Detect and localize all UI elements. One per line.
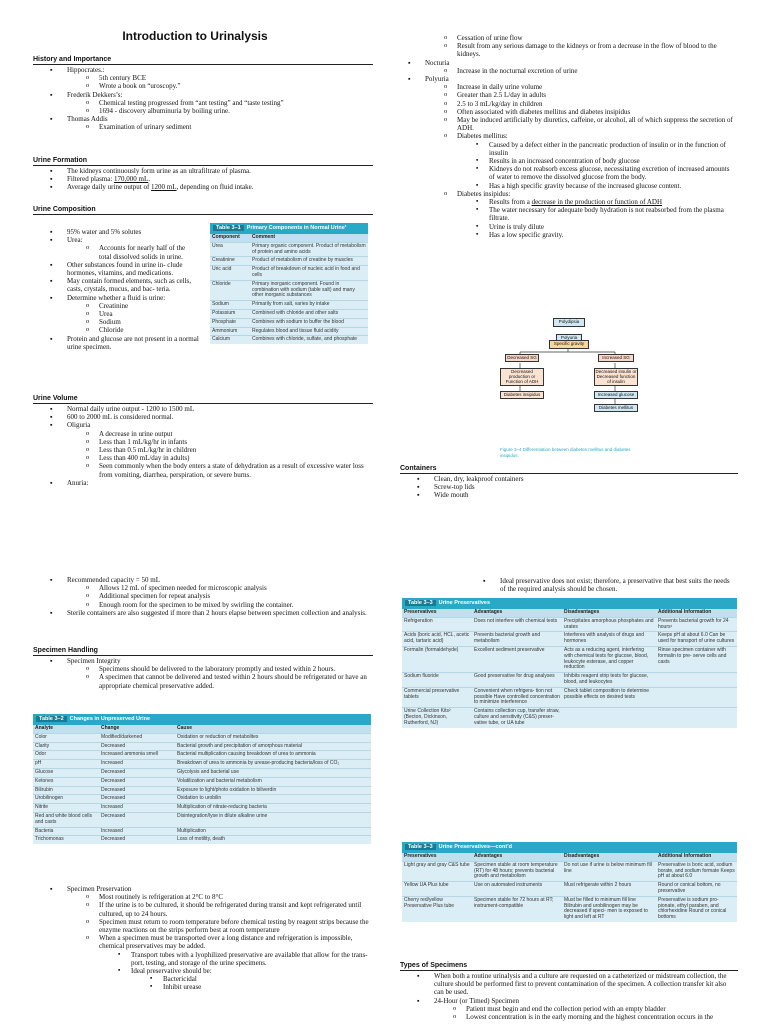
table-cell: Odor — [33, 751, 99, 760]
list-item: ▪ Average daily urine output of 1200 mL, depending on fluid intake. — [67, 183, 367, 191]
flow-box-increased-sg: Increased SG — [598, 354, 634, 362]
list-item: o Most routinely is refrigeration at 2°C to 8°C — [99, 893, 371, 901]
list-item: o Accounts for nearly half of the total dissolved solids in urine. — [99, 244, 199, 260]
table-cell: Prevents bacterial growth for 24 hours¹ — [656, 617, 737, 632]
table-cell: Red and white blood cells and casts — [33, 812, 99, 827]
list-item: o 5th century BCE — [99, 74, 367, 82]
list-item: Urea: — [67, 236, 83, 245]
table-cell: Breakdown of urea to ammonia by urease-producing bacteria/loss of CO₂ — [175, 760, 371, 769]
table-row — [402, 882, 737, 897]
flow-box-diabetes-insipidus: Diabetes insipidus — [500, 391, 544, 399]
table-row — [210, 301, 368, 310]
list-item: ▪ Results from a decrease in the production or function of ADH — [489, 198, 735, 206]
history-list — [67, 66, 367, 132]
column-header: Preservatives — [402, 853, 472, 861]
divider — [33, 214, 373, 215]
divider — [33, 64, 373, 65]
table-cell: Regulates blood and tissue fluid acidity — [250, 327, 368, 336]
list-item: Recommended capacity = 50 mL — [67, 576, 160, 584]
table-cell: Sodium fluoride — [402, 673, 472, 688]
table-cell: Urea — [210, 242, 250, 257]
types-list — [434, 972, 736, 1021]
right-top-list — [425, 34, 735, 239]
table-row — [33, 786, 371, 795]
table-cell: Chloride — [210, 280, 250, 300]
list-item: ▪ Sterile containers are also suggested if more than 2 hours elapse between specimen collection and analysis. — [67, 609, 371, 617]
volume-heading: Urine Volume — [33, 395, 78, 402]
table-row — [210, 318, 368, 327]
flow-box-polyuria: Polyuria — [556, 334, 582, 343]
list-item: ▪ The water necessary for adequate body hydration is not reabsorbed from the plasma filtrate. — [489, 206, 735, 222]
table-cell: pH — [33, 760, 99, 769]
divider — [400, 473, 738, 474]
list-item: Determine whether a fluid is urine: — [67, 293, 166, 302]
table-cell: Preservative is sodium pro- pionate, ethyl paraben, and chlorhexidine Round or conical bottoms — [656, 896, 737, 922]
table-row — [33, 751, 371, 760]
table-cell: Decreased — [99, 795, 175, 804]
column-header: Disadvantages — [562, 609, 656, 617]
table-row — [33, 742, 371, 751]
table-cell: Combines with sodium to buffer the blood — [250, 318, 368, 327]
list-item: ▪ Transport tubes with a lyophilized preservative are available that allow for the trans- port, testing, and storage of the urine specimens. — [131, 951, 371, 967]
list-item: o Specimen must return to room temperature before chemical testing by reagent strips because the enzyme reactions on the strips perform best at room temperature — [99, 918, 371, 934]
column-header: Component — [210, 234, 250, 242]
table-body — [402, 861, 737, 922]
table-cell: Specimen stable at room temperature (RT) for 48 hours; prevents bacterial growth and metabolism — [472, 861, 562, 881]
table-cell: Oxidation or reduction of metabolites — [175, 733, 371, 742]
types-heading: Types of Specimens — [400, 962, 468, 969]
list-item: ▪ Inhibit urease — [163, 983, 371, 991]
list-item: ▪ Has a high specific gravity because of the increased glucose content. — [489, 182, 735, 190]
list-item: o Less than 400 mL/day in adults) — [99, 454, 367, 462]
flow-box-decreased-insulin: Decreased insulin or Decreased function of insulin — [595, 369, 637, 384]
table-cell — [656, 673, 737, 688]
table-number: Table 3–3 — [405, 600, 436, 606]
list-item: o Wrote a book on “uroscopy.” — [99, 82, 367, 90]
table-cell: Contains collection cup, transfer straw, culture and sensitivity (C&S) preser- vative tube, or UA tube — [472, 708, 562, 728]
table-row — [402, 708, 737, 728]
table-cell: Multiplication — [175, 827, 371, 836]
table-cell: Inhibits reagent strip tests for glucose, blood, and leukocytes — [562, 673, 656, 688]
table-cell: Volatilization and bacterial metabolism — [175, 777, 371, 786]
list-item: Ideal preservative should be: — [131, 967, 212, 976]
list-item: Polyuria — [425, 75, 449, 84]
table-row — [210, 266, 368, 281]
table-cell: Acids (boric acid, HCL, acetic acid, tartaric acid) — [402, 632, 472, 647]
list-item: ▪ Has a low specific gravity. — [489, 231, 735, 239]
table-cell: Excellent sediment preservative — [472, 646, 562, 672]
table-cell: Primary organic component. Product of metabolism of protein and amino acids — [250, 242, 368, 257]
table-cell: Oxidation to urobilin — [175, 795, 371, 804]
preservation-list — [67, 885, 371, 992]
formation-heading: Urine Formation — [33, 157, 88, 164]
list-item: ▪ The kidneys continuously form urine as an ultrafiltrate of plasma. — [67, 167, 367, 175]
list-item: ▪ Normal daily urine output - 1200 to 1500 mL — [67, 405, 367, 413]
table-cell: Glycolysis and bacterial use — [175, 768, 371, 777]
list-item: o If the urine is to be cultured, it should be refrigerated during transit and kept refrigerated until cultured, up to 24 hours. — [99, 901, 371, 917]
table-cell: Primarily from salt, varies by intake — [250, 301, 368, 310]
list-item: o Result from any serious damage to the kidneys or from a decrease in the flow of blood to the kidneys. — [457, 42, 735, 58]
list-item: o May be induced artificially by diuretics, caffeine, or alcohol, all of which suppress the secretion of ADH. — [457, 116, 735, 132]
table-caption: Changes in Unpreserved Urine — [69, 716, 151, 722]
table-cell: Bilirubin — [33, 786, 99, 795]
table-number: Table 3–3 — [405, 844, 436, 850]
list-item: Diabetes mellitus: — [457, 132, 508, 141]
table-row — [402, 646, 737, 672]
table-cell: Multiplication of nitrate-reducing bacteria — [175, 804, 371, 813]
table-cell: Prevents bacterial growth and metabolism — [472, 632, 562, 647]
formation-list — [67, 167, 367, 192]
list-item: ▪ Wide mouth — [434, 491, 734, 499]
list-item: ▪ May contain formed elements, such as cells, casts, crystals, mucus, and bac- teria. — [67, 277, 199, 293]
list-item: o Cessation of urine flow — [457, 34, 735, 42]
list-item: Specimen Preservation — [67, 885, 132, 893]
list-item: o Allows 12 mL of specimen needed for microscopic analysis — [99, 584, 371, 592]
table-cell: Sodium — [210, 301, 250, 310]
flow-box-polydipsia: Polydipsia — [553, 318, 585, 327]
column-header: Analyte — [33, 725, 99, 733]
divider — [33, 655, 373, 656]
list-item: ▪ Filtered plasma: 170,000 mL. — [67, 175, 367, 183]
list-item: o Additional specimen for repeat analysis — [99, 592, 371, 600]
column-header: Preservatives — [402, 609, 472, 617]
table-row — [210, 309, 368, 318]
table-row — [402, 673, 737, 688]
list-item: o Chemical testing progressed from “ant testing” and “taste testing” — [99, 99, 367, 107]
table-row — [210, 242, 368, 257]
table-cell: Urine Collection Kits² (Becton, Dickinson, Rutherford, NJ) — [402, 708, 472, 728]
list-item: o A decrease in urine output — [99, 430, 367, 438]
capacity-list — [67, 576, 371, 617]
table-cell: Acts as a reducing agent, interfering with chemical tests for glucose, blood, leukocyte esterase, and copper reduction — [562, 646, 656, 672]
column-header: Advantages — [472, 853, 562, 861]
table-caption: Primary Components in Normal Urine¹ — [246, 225, 347, 231]
table-urine-preservatives-contd — [402, 842, 737, 922]
table-cell: Product of breakdown of nucleic acid in food and cells — [250, 266, 368, 281]
flow-box-specific-gravity: Specific gravity — [549, 340, 589, 349]
table-cell: Yellow UA Plus tube — [402, 882, 472, 897]
list-item: ▪ 600 to 2000 mL is considered normal. — [67, 413, 367, 421]
list-item: o 1694 - discovery albuminuria by boiling urine. — [99, 107, 367, 115]
list-item: o Increase in the nocturnal excretion of urine — [457, 67, 735, 75]
table-cell: Glucose — [33, 768, 99, 777]
table-cell: Primary inorganic component. Found in combination with sodium (table salt) and many other inorganic substances — [250, 280, 368, 300]
table-row — [402, 617, 737, 632]
table-cell: Modified/darkened — [99, 733, 175, 742]
table-cell: Decreased — [99, 786, 175, 795]
list-item: Nocturia — [425, 58, 450, 67]
table-cell: Potassium — [210, 309, 250, 318]
table-row — [33, 768, 371, 777]
table-cell: Ketones — [33, 777, 99, 786]
table-cell: Commercial preservative tablets — [402, 687, 472, 707]
table-cell: Calcium — [210, 336, 250, 344]
table-cell: Decreased — [99, 812, 175, 827]
table-cell: Increased — [99, 827, 175, 836]
list-item: ▪ Anuria: — [67, 479, 367, 487]
table-row — [33, 777, 371, 786]
table-cell: Bacterial multiplication causing breakdown of urea to ammonia — [175, 751, 371, 760]
list-item: o 2.5 to 3 mL/kg/day in children — [457, 100, 735, 108]
column-header: Disadvantages — [562, 853, 656, 861]
column-header: Advantages — [472, 609, 562, 617]
list-item: Specimen Integrity — [67, 657, 121, 665]
table-row — [402, 861, 737, 881]
table-cell: Cherry red/yellow Preservative Plus tube — [402, 896, 472, 922]
flow-box-decreased-sg: Decreased SG — [505, 354, 539, 362]
column-header: Additional Information — [656, 853, 737, 861]
table-cell: Must refrigerate within 2 hours — [562, 882, 656, 897]
list-item: o Less than 1 mL/kg/hr in infants — [99, 438, 367, 446]
list-item: ▪ Screw-top lids — [434, 483, 734, 491]
column-header: Cause — [175, 725, 371, 733]
handling-heading: Specimen Handling — [33, 647, 98, 654]
table-row — [402, 896, 737, 922]
table-cell: Product of metabolism of creatine by muscles — [250, 257, 368, 266]
flow-box-diabetes-mellitus: Diabetes mellitus — [594, 404, 638, 412]
table-body — [210, 242, 368, 344]
table-cell: Exposure to light/photo oxidation to biliverdin — [175, 786, 371, 795]
table-cell: Nitrite — [33, 804, 99, 813]
list-item: Diabetes insipidus: — [457, 189, 511, 198]
table-cell: Refrigeration — [402, 617, 472, 632]
table-cell: Combined with chloride and other salts — [250, 309, 368, 318]
list-item: ▪ Ideal preservative does not exist; therefore, a preservative that best suits the needs of the required analysis should be chosen. — [500, 577, 736, 593]
list-item: o Creatinine — [99, 302, 199, 310]
table-cell: Combines with chloride, sulfate, and phosphate — [250, 336, 368, 344]
list-item: o A specimen that cannot be delivered and tested within 2 hours should be refrigerated or have an appropriate chemical preservative added. — [99, 673, 371, 689]
list-item: o Less than 0.5 mL/kg/hr in children — [99, 446, 367, 454]
column-header: Comment — [250, 234, 368, 242]
table-cell: Use on automated instruments — [472, 882, 562, 897]
table-cell: Rinse specimen container with formalin to pre- serve cells and casts — [656, 646, 737, 672]
list-item: ▪ Kidneys do not reabsorb excess glucose, necessitating excretion of increased amounts of water to remove the dissolved glucose from the body. — [489, 165, 735, 181]
table-cell: Good preservative for drug analyses — [472, 673, 562, 688]
divider — [400, 970, 738, 971]
table-cell: Clarity — [33, 742, 99, 751]
list-item: Oliguria — [67, 421, 91, 430]
table-number: Table 3–2 — [36, 716, 67, 722]
list-item: o Increase in daily urine volume — [457, 83, 735, 91]
column-header: Change — [99, 725, 175, 733]
table-row — [33, 836, 371, 844]
list-item: Frederik Dekkers’s: — [67, 90, 123, 99]
table-row — [33, 795, 371, 804]
table-cell: Bacterial growth and precipitation of amorphous material — [175, 742, 371, 751]
list-item: o Sodium — [99, 318, 199, 326]
containers-list — [434, 475, 734, 500]
table-cell: Decreased — [99, 768, 175, 777]
table-body — [33, 733, 371, 844]
table-cell: Increased — [99, 804, 175, 813]
ideal-preservative-list — [500, 577, 736, 593]
list-item: 24-Hour (or Timed) Specimen — [434, 996, 519, 1005]
table-row — [210, 327, 368, 336]
table-cell: Phosphate — [210, 318, 250, 327]
divider — [33, 403, 373, 404]
table-cell: Keeps pH at about 6.0 Can be used for transport of urine cultures — [656, 632, 737, 647]
flow-box-decreased-adh: Decreased production or Function of ADH — [500, 368, 544, 386]
table-cell: Urobilinogen — [33, 795, 99, 804]
list-item: o Enough room for the specimen to be mixed by swirling the container. — [99, 601, 371, 609]
list-item: ▪ Other substances found in urine in- clude hormones, vitamins, and medications. — [67, 261, 199, 277]
list-item: o Patient must begin and end the collection period with an empty bladder — [466, 1005, 736, 1013]
table-cell: Does not interfere with chemical tests — [472, 617, 562, 632]
composition-heading: Urine Composition — [33, 206, 96, 213]
containers-heading: Containers — [400, 465, 437, 472]
list-item: o Lowest concentration is in the early morning and the highest concentration occurs in the — [466, 1013, 736, 1021]
list-item: o Chloride — [99, 326, 199, 334]
table-cell: Creatinine — [210, 257, 250, 266]
composition-list — [67, 228, 199, 351]
table-cell: Check tablet composition to determine possible effects on desired tests — [562, 687, 656, 707]
table-cell: Increased — [99, 760, 175, 769]
list-item: o Examination of urinary sediment — [99, 123, 367, 131]
table-cell: Decreased — [99, 836, 175, 844]
table-cell: Color — [33, 733, 99, 742]
table-caption: Urine Preservatives — [438, 600, 491, 606]
table-cell — [656, 687, 737, 707]
table-cell: Trichomonas — [33, 836, 99, 844]
table-cell: Round or conical bottom, no preservative — [656, 882, 737, 897]
table-cell: Bacteria — [33, 827, 99, 836]
list-item: ▪ Urine is truly dilute — [489, 223, 735, 231]
table-cell: Formalin (formaldehyde) — [402, 646, 472, 672]
table-cell — [656, 708, 737, 728]
table-cell: Interferes with analysis of drugs and hormones — [562, 632, 656, 647]
list-item: o Seen commonly when the body enters a state of dehydration as a result of excessive water loss from vomiting, diarrhea, perspiration, or severe burns. — [99, 462, 367, 478]
table-cell: Convenient when refrigera- tion not possible Have controlled concentration to minimize interference — [472, 687, 562, 707]
table-cell: Increased ammonia smell — [99, 751, 175, 760]
table-row — [33, 760, 371, 769]
table-cell: Loss of motility, death — [175, 836, 371, 844]
list-item: ▪ When both a routine urinalysis and a culture are requested on a catheterized or midstream collection, the culture should be performed first to prevent contamination of the specimen. A collection transfer kit also can be used. — [434, 972, 736, 997]
table-row — [33, 733, 371, 742]
list-item: ▪ Results in an increased concentration of body glucose — [489, 157, 735, 165]
divider — [33, 165, 373, 166]
table-urine-preservatives — [402, 598, 737, 728]
table-row — [210, 257, 368, 266]
history-heading: History and Importance — [33, 56, 112, 63]
table-number: Table 3–1 — [213, 225, 244, 231]
table-row — [210, 336, 368, 344]
table-caption: Urine Preservatives—cont’d — [438, 844, 513, 850]
figure-caption: Figure 3–4 Differentiation between diabetes mellitus and diabetes insipidus. — [500, 447, 631, 458]
column-header: Additional Information — [656, 609, 737, 617]
list-item: ▪ Protein and glucose are not present in a normal urine specimen. — [67, 335, 199, 351]
page-title: Introduction to Urinalysis — [122, 29, 268, 43]
volume-list — [67, 405, 367, 487]
table-row — [33, 804, 371, 813]
table-cell: Must be filled to minimum fill line Bilirubin and urobilinogen may be decreased if speci- men is exposed to light and left at RT — [562, 896, 656, 922]
list-item: o Urea — [99, 310, 199, 318]
table-row — [210, 280, 368, 300]
table-cell: Ammonium — [210, 327, 250, 336]
table-row — [402, 687, 737, 707]
table-row — [33, 827, 371, 836]
list-item: o Greater than 2.5 L/day in adults — [457, 91, 735, 99]
table-cell: Light gray and gray C&S tube — [402, 861, 472, 881]
integrity-list — [67, 657, 371, 690]
flow-box-increased-glucose: Increased glucose — [594, 391, 638, 399]
table-unpreserved-urine — [33, 714, 371, 844]
table-cell: Uric acid — [210, 266, 250, 281]
table-cell: Do not use if urine is below minimum fill line — [562, 861, 656, 881]
table-body — [402, 617, 737, 727]
list-item: o Often associated with diabetes mellitus and diabetes insipidus — [457, 108, 735, 116]
table-cell: Decreased — [99, 777, 175, 786]
table-row — [33, 812, 371, 827]
list-item: Thomas Addis — [67, 115, 108, 124]
table-cell: Preservative is boric acid, sodium borate, and sodium formate Keeps pH at about 6.0 — [656, 861, 737, 881]
table-cell: Precipitates amorphous phosphates and urates — [562, 617, 656, 632]
table-cell: Decreased — [99, 742, 175, 751]
list-item: ▪ Caused by a defect either in the pancreatic production of insulin or in the function of insulin — [489, 141, 735, 157]
list-item: Hippocrates.: — [67, 66, 105, 74]
table-row — [402, 632, 737, 647]
table-cell — [562, 708, 656, 728]
list-item: When a specimen must be transported over a long distance and refrigeration is impossible, chemical preservatives may be added. — [99, 934, 353, 951]
table-cell: Disintegration/lyse in dilute alkaline urine — [175, 812, 371, 827]
list-item: o Specimens should be delivered to the laboratory promptly and tested within 2 hours. — [99, 665, 371, 673]
list-item: ▪ Clean, dry, leakproof containers — [434, 475, 734, 483]
table-cell: Specimen stable for 72 hours at RT; instrument-compatible — [472, 896, 562, 922]
list-item: ▪ 95% water and 5% solutes — [67, 228, 199, 236]
table-primary-components — [210, 223, 368, 344]
list-item: ▪ Bactericidal — [163, 975, 371, 983]
